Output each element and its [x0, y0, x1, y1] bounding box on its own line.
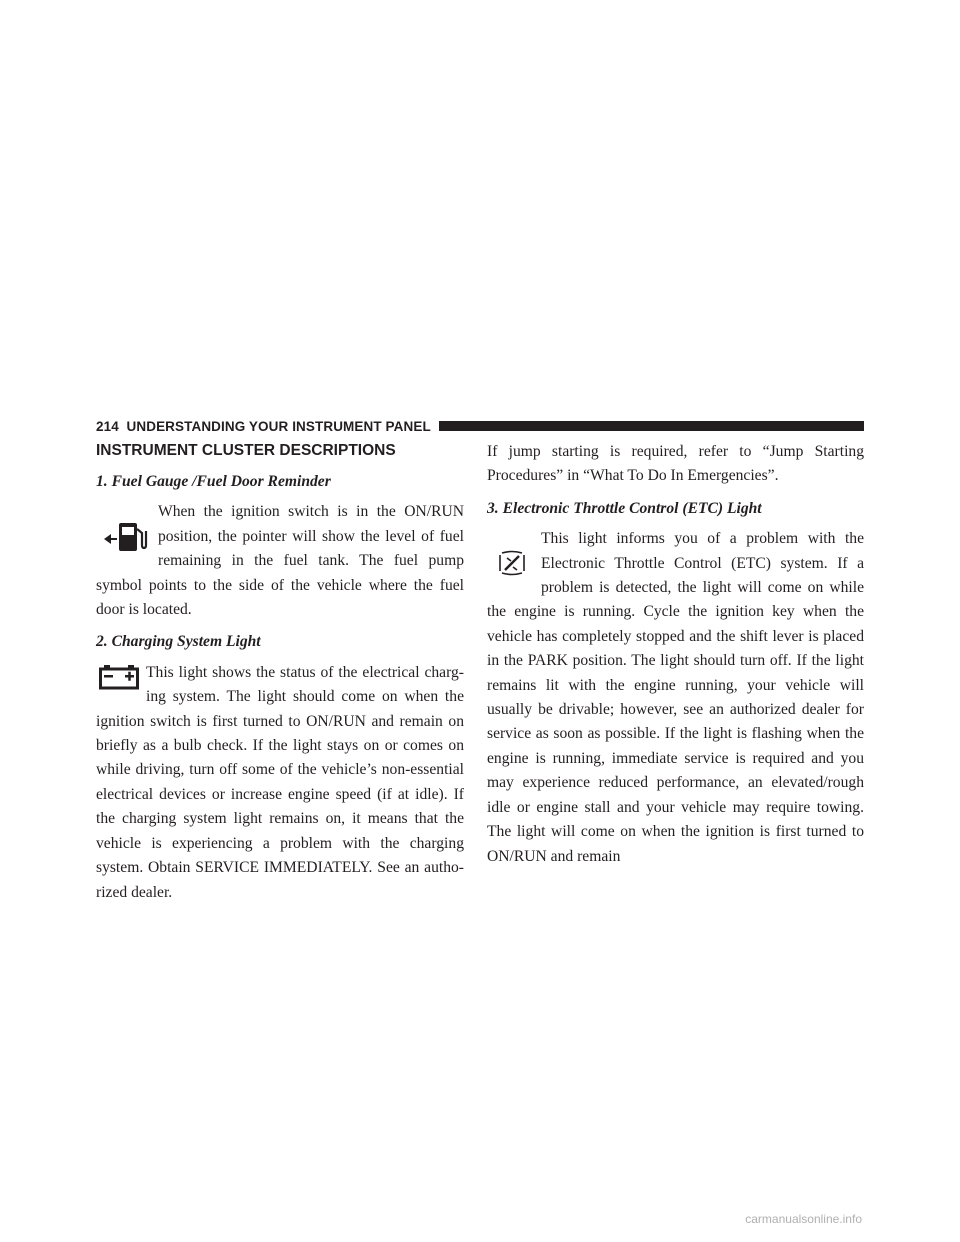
page-number: 214	[96, 418, 119, 434]
header-rule	[439, 421, 864, 431]
left-column	[96, 440, 464, 905]
item-text-fuel: When the ignition switch is in the ON/RUN position, the pointer will show the level of fuel remaining in the fuel tank. The fuel pump symbol points to the side of the vehicle where the fuel door is located.	[96, 503, 464, 619]
throttle-control-icon	[487, 527, 537, 599]
item-title-etc: 3. Electronic Throttle Control (ETC) Light	[487, 499, 762, 517]
section-title: INSTRUMENT CLUSTER DESCRIPTIONS	[96, 442, 396, 459]
item-title-fuel: 1. Fuel Gauge /Fuel Door Reminder	[96, 473, 331, 490]
jump-start-text: If jump starting is required, refer to “Jump Starting Procedures” in “What To Do In Emergencies”.	[487, 443, 864, 485]
watermark: carmanualsonline.info	[745, 1212, 862, 1226]
item-text-charging: This light shows the status of the electrical charg-ing system. The light should come on when the ignition switch is first turned to ON/RUN and remain on briefly as a bulb check. If the light stays on or comes on while driving, turn off some of the vehicle’s non-essential electrical devices or increase engine speed (if at idle). If the charging system light remains on, it means that the vehicle is experiencing a problem with the charging system. Obtain SERVICE IMMEDIATELY. See an autho-rized dealer.	[96, 663, 464, 901]
battery-icon	[96, 663, 142, 691]
item-title-charging: 2. Charging System Light	[96, 633, 261, 651]
item-text-etc: This light informs you of a problem with the Electronic Throttle Control (ETC) system. If a problem is detected, the light will come on while the engine is running. Cycle the ignition key when the vehicle has completely stopped and the shift lever is placed in the PARK position. The light should turn off. If the light remains lit with the engine running, your vehicle will usually be drivable; however, see an authorized dealer for service as soon as possible. If the light is flashing when the engine is running, immediate service is required and you may experience reduced performance, an elevated/rough idle or engine stall and your vehicle may require towing. The light will come on when the ignition is first turned to ON/RUN and remain	[487, 530, 864, 865]
page-header	[96, 418, 864, 434]
section-name: UNDERSTANDING YOUR INSTRUMENT PANEL	[126, 418, 431, 434]
fuel-pump-icon	[96, 500, 154, 572]
page-header-text	[96, 419, 431, 434]
right-column	[487, 440, 864, 869]
